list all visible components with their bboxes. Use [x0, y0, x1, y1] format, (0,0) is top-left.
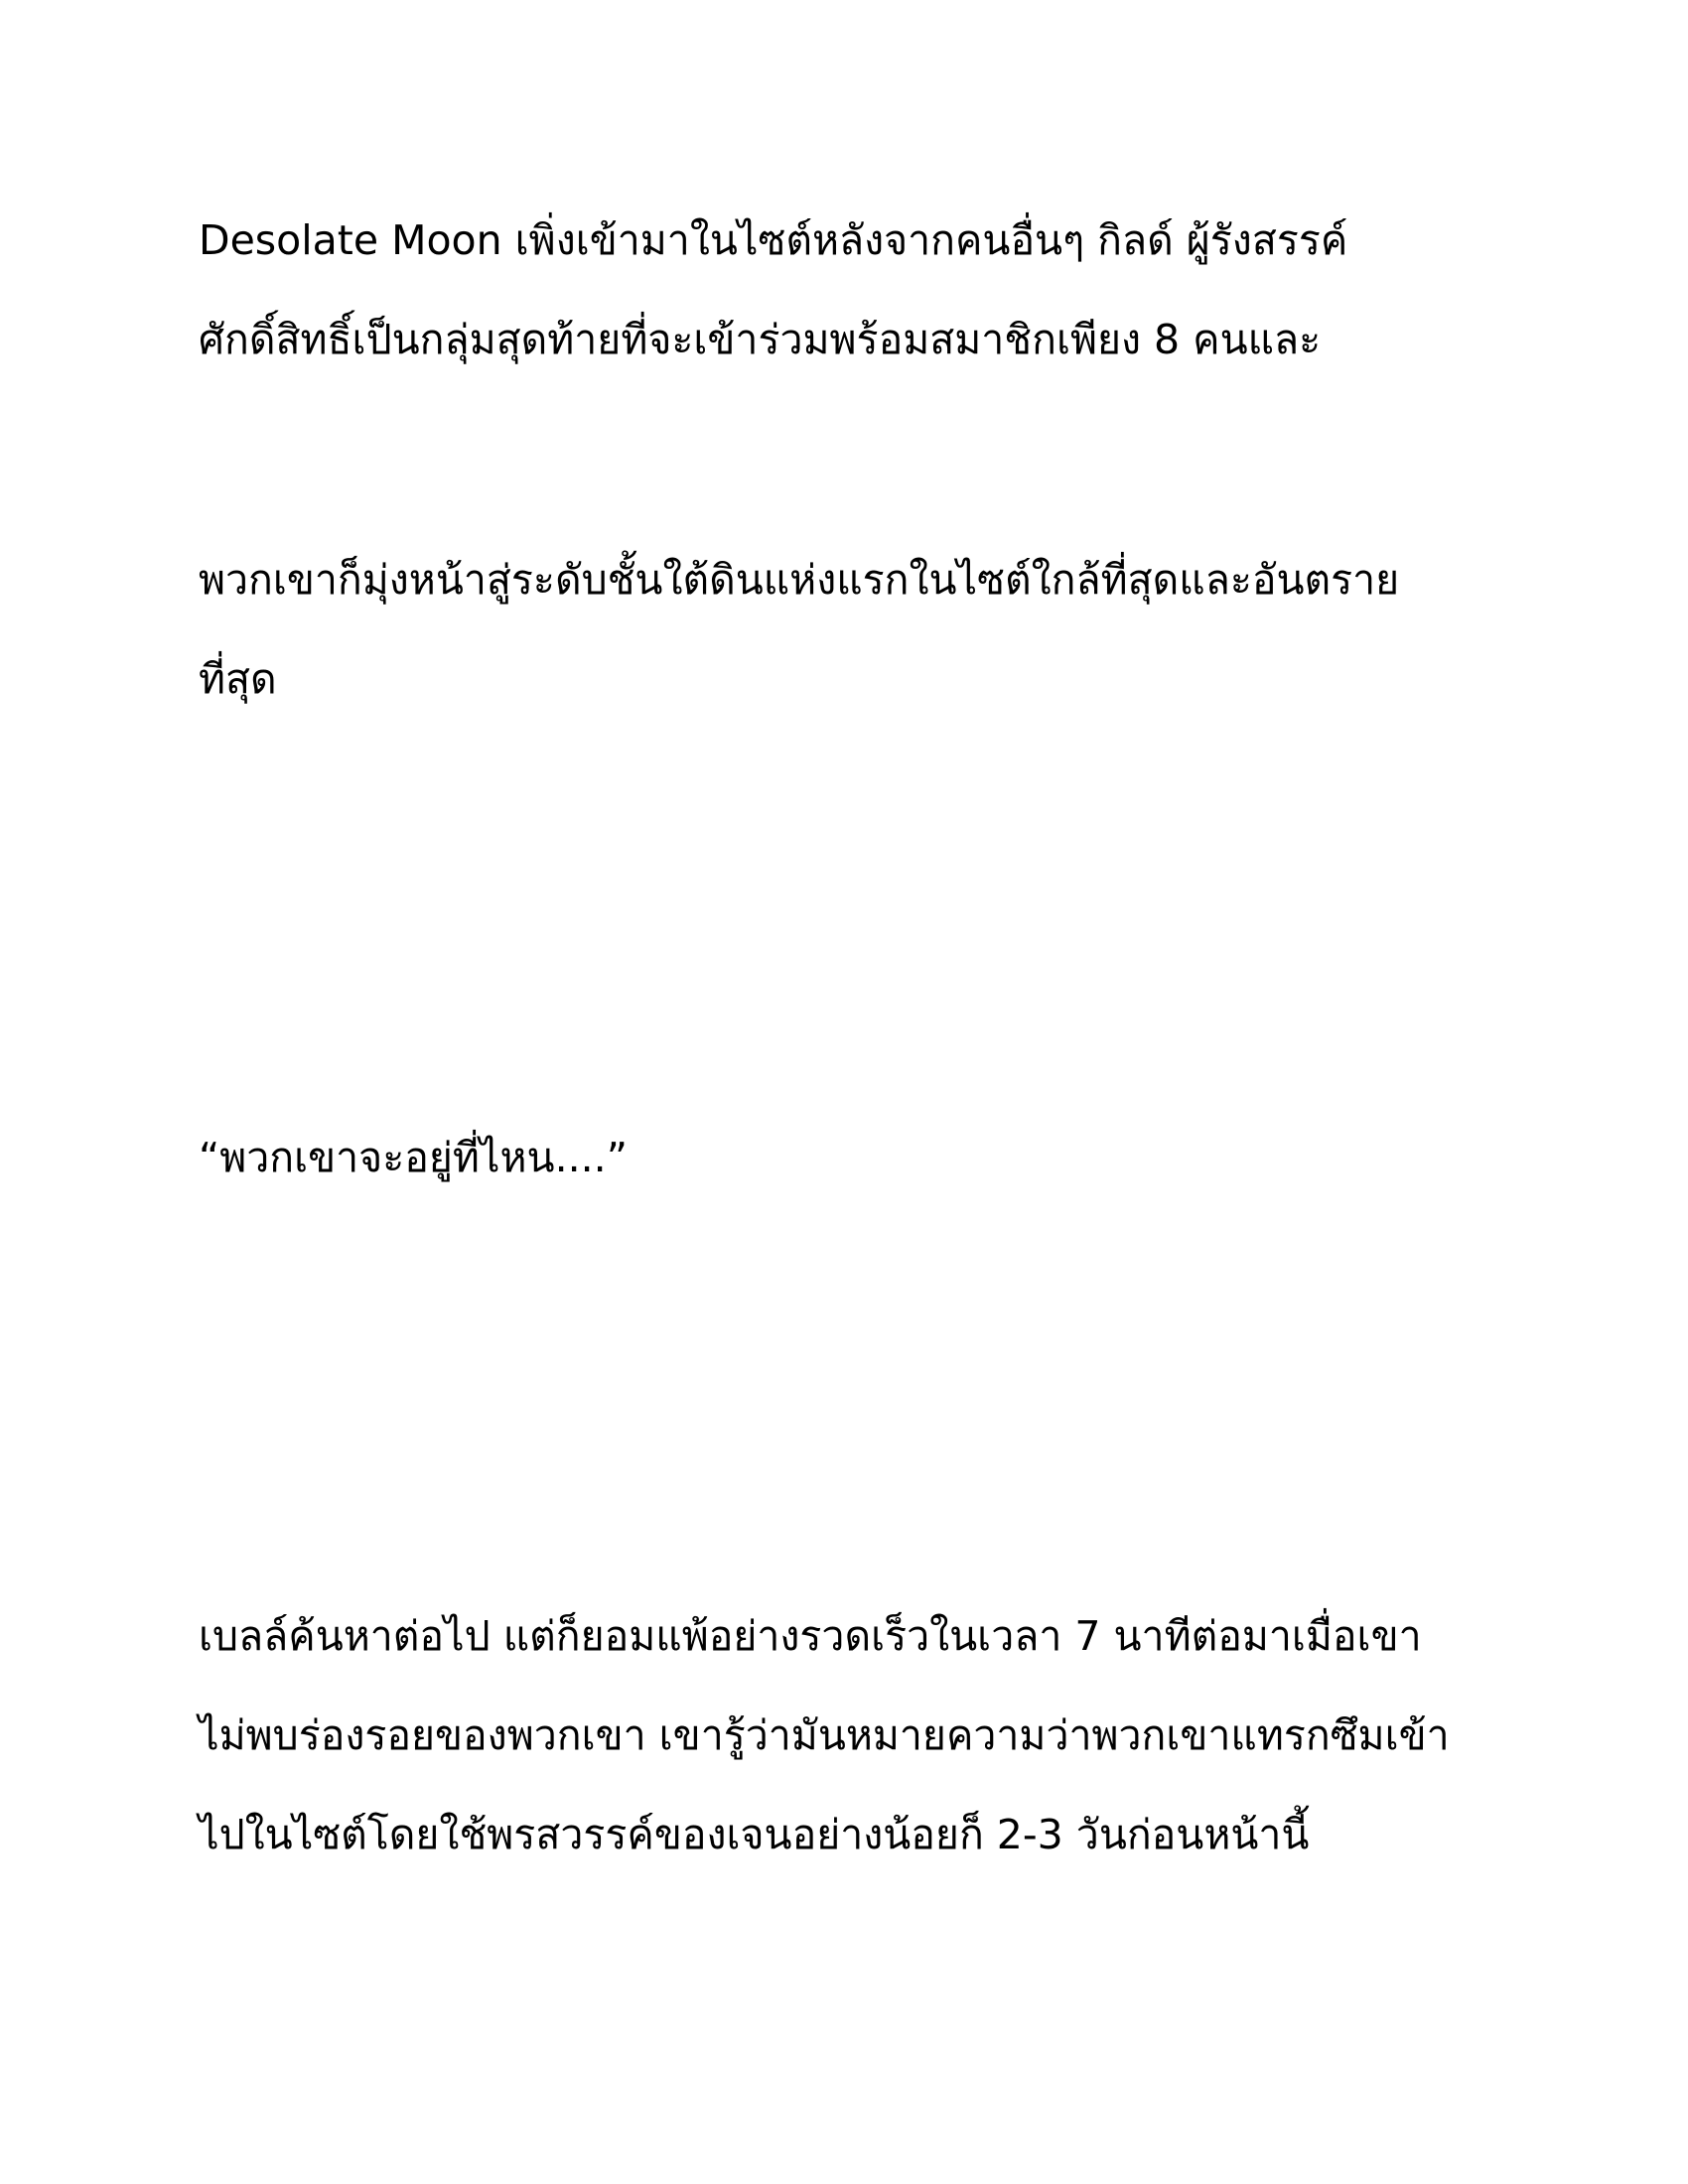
text-line: ไม่พบร่องรอยของพวกเขา เขารู้ว่ามันหมายความว่าพวกเขาแทรกซึมเข้า [199, 1711, 1450, 1759]
text-line: Desolate Moon เพิ่งเข้ามาในไซต์หลังจากคนอื่นๆ กิลด์ ผู้รังสรรค์ [199, 216, 1348, 264]
text-line: ไปในไซต์โดยใช้พรสวรรค์ของเจนอย่างน้อยก็ 2-3 วันก่อนหน้านี้ [199, 1811, 1310, 1858]
text-line: ศักดิ์สิทธิ์เป็นกลุ่มสุดท้ายที่จะเข้าร่วมพร้อมสมาชิกเพียง 8 คนและ [199, 316, 1322, 363]
text-line: เบลล์ค้นหาต่อไป แต่ก็ยอมแพ้อย่างรวดเร็วในเวลา 7 นาทีต่อมาเมื่อเขา [199, 1612, 1422, 1660]
dialogue-line: “พวกเขาจะอยู่ที่ไหน....” [199, 1134, 628, 1181]
text-line: ที่สุด [199, 655, 277, 703]
text-line: พวกเขาก็มุ่งหน้าสู่ระดับชั้นใต้ดินแห่งแรกในไซต์ใกล้ที่สุดและอันตราย [199, 556, 1400, 604]
